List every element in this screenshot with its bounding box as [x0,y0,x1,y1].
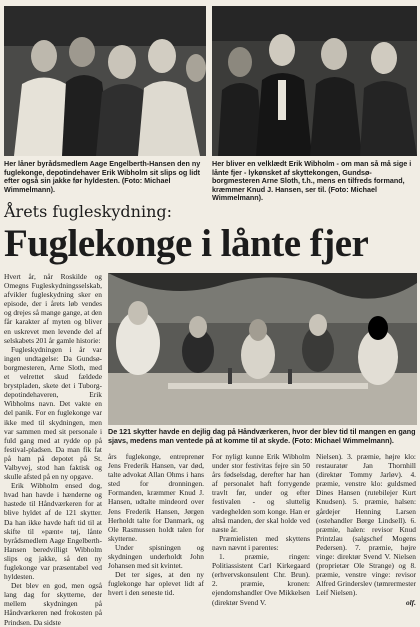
photo-top-left-image [4,6,206,156]
photo-middle-caption: De 121 skytter havde en dejlig dag på Håndværkeren, hvor der blev tid til mangen en gang sjavs, medens man ventede på at komme til at skyde. (Foto: Michael Wimmelmann). [108,427,416,445]
article-kicker: Årets fugleskydning: [4,202,172,221]
article-paragraph: Under spisningen og skydningen underholdt John Johansen med sit kvintet. [108,542,204,571]
article-paragraph: Nielsen). 3. præmie, højre klo: restauratør Jan Thornhill (direktør Tommy Jarløv). 4. præmie, venstre klo: guldsmed Dines Hansen (rutebilejer Kurt Knudsen). 5. præmie, halsen: gårdejer Henning Larsen (ostehandler Børge Lindsell). 6. præmie, halen: revisor Knud Printzlau (salgschef Mogens Pedersen). 7. præmie, højre vinge: direktør Svend V. Nielsen (proprietær Ole Strange) og 8. præmie, venstre vinge: revisor Alfred Grinderslev (tømrermester Leif Nielsen). [316,452,416,598]
article-signature: olf. [405,597,416,607]
article-paragraph: Det blev en god, men også lang dag for skytterne, der mellem skydningen på Håndværkeren nød frokosten på Prindsen. Da sidste [4,581,102,627]
article-column-3 [212,452,310,607]
article-column-4 [316,452,416,607]
photo-top-right-image [212,6,417,156]
article-headline: Fuglekonge i lånte fjer [4,222,369,265]
article-column-2 [108,452,204,598]
article-paragraph: Det ter siges, at den ny fuglekonge har oplevet lidt af hvert i den seneste tid. [108,570,204,598]
article-paragraph: Erik Wibholm ensed dog, hvad han havde i hænderne og hastede til Håndværkeren for at blive hyldet af de 121 skytter. Da han ikke havde haft tid til at skifte til »pænt« tøj, lånte byrådsmedlem Aage Engelberth-Hansen beredvilligt Wibholm slips og jakke, så den ny fuglekonge var præsentabel ved hyldesten. [4,481,102,582]
article-paragraph: Præmielisten med skyttens navn nævnt i parentes: [212,533,310,552]
article-paragraph: 1. præmie, ringen: Politiassistent Carl Kirkegaard (erhvervskonsulent Chr. Brun). 2. præmie, kronen: ejendomshandler Ove Mikkelsen (direktør Svend V. [212,552,310,607]
article-paragraph: For nyligt kunne Erik Wibholm under stor festivitas fejre sin 50 års fødselsdag, derefter har han af personalet haft forrygende travlt før, under og efter festivalen - og sluttelig vædeghelden som konge. Han er altså manden, der skal holde ved næste år. [212,452,310,534]
article-paragraph: Hvert år, når Roskilde og Omegns Fugleskydningsselskab, afvikler fugleskydning sker en episode, der i årets løb vendes og drejes så mange gange, at den får karakter af myten og bliver en uskrevet men levende del af selskabets 201 år gamle historie: [4,272,102,345]
article-paragraph: års fuglekonge, entreprenør Jens Frederik Hansen, var død, talte advokat Allan Ohms i hans sted for dronningen. Formanden, kræmmer Knud J. Hansen, udtalte mindeord over Jens Frederik Hansen, Jørgen Herholdt talte for Danmark, og Ole Rasmussen holdt talen for skytterne. [108,452,204,543]
photo-top-right [212,6,417,156]
photo-top-left [4,6,206,156]
photo-top-left-caption: Her låner byrådsmedlem Aage Engelberth-Hansen den ny fuglekonge, depotindehaver Erik Wibholm sit slips og lidt efter også sin jakke før hyldesten. (Foto: Michael Wimmelmann). [4,159,201,194]
photo-top-right-caption: Her bliver en velklædt Erik Wibholm - om man så må sige i lånte fjer - lykønsket af skyttekongen, Gundsø-borgmesteren Arne Sloth, t.h., mens en tilfreds formand, kræmmer Knud J. Hansen, ser til. (Foto: Michael Wimmelmann). [212,159,412,203]
article-paragraph: Fugleskydningen i år var ingen undtagelse: Da Gundsø-borgmesteren, Arne Sloth, med et velrettet skud fældede brystpladen, skete det i Tuborg-depotindehaveren, Erik Wibholms navn. Det vakte en del panik. For en fuglekonge var ikke med til skydningen, men var sammen med sit personale i fuld gang med at rydde op på festival-pladsen. Da man fik fat på ham på depotet på St. Valbyvej, stod han faktisk og skulle afsted på en ny opgave. [4,344,102,482]
photo-middle [108,273,417,425]
article-column-1 [4,272,102,627]
photo-middle-image [108,273,417,425]
